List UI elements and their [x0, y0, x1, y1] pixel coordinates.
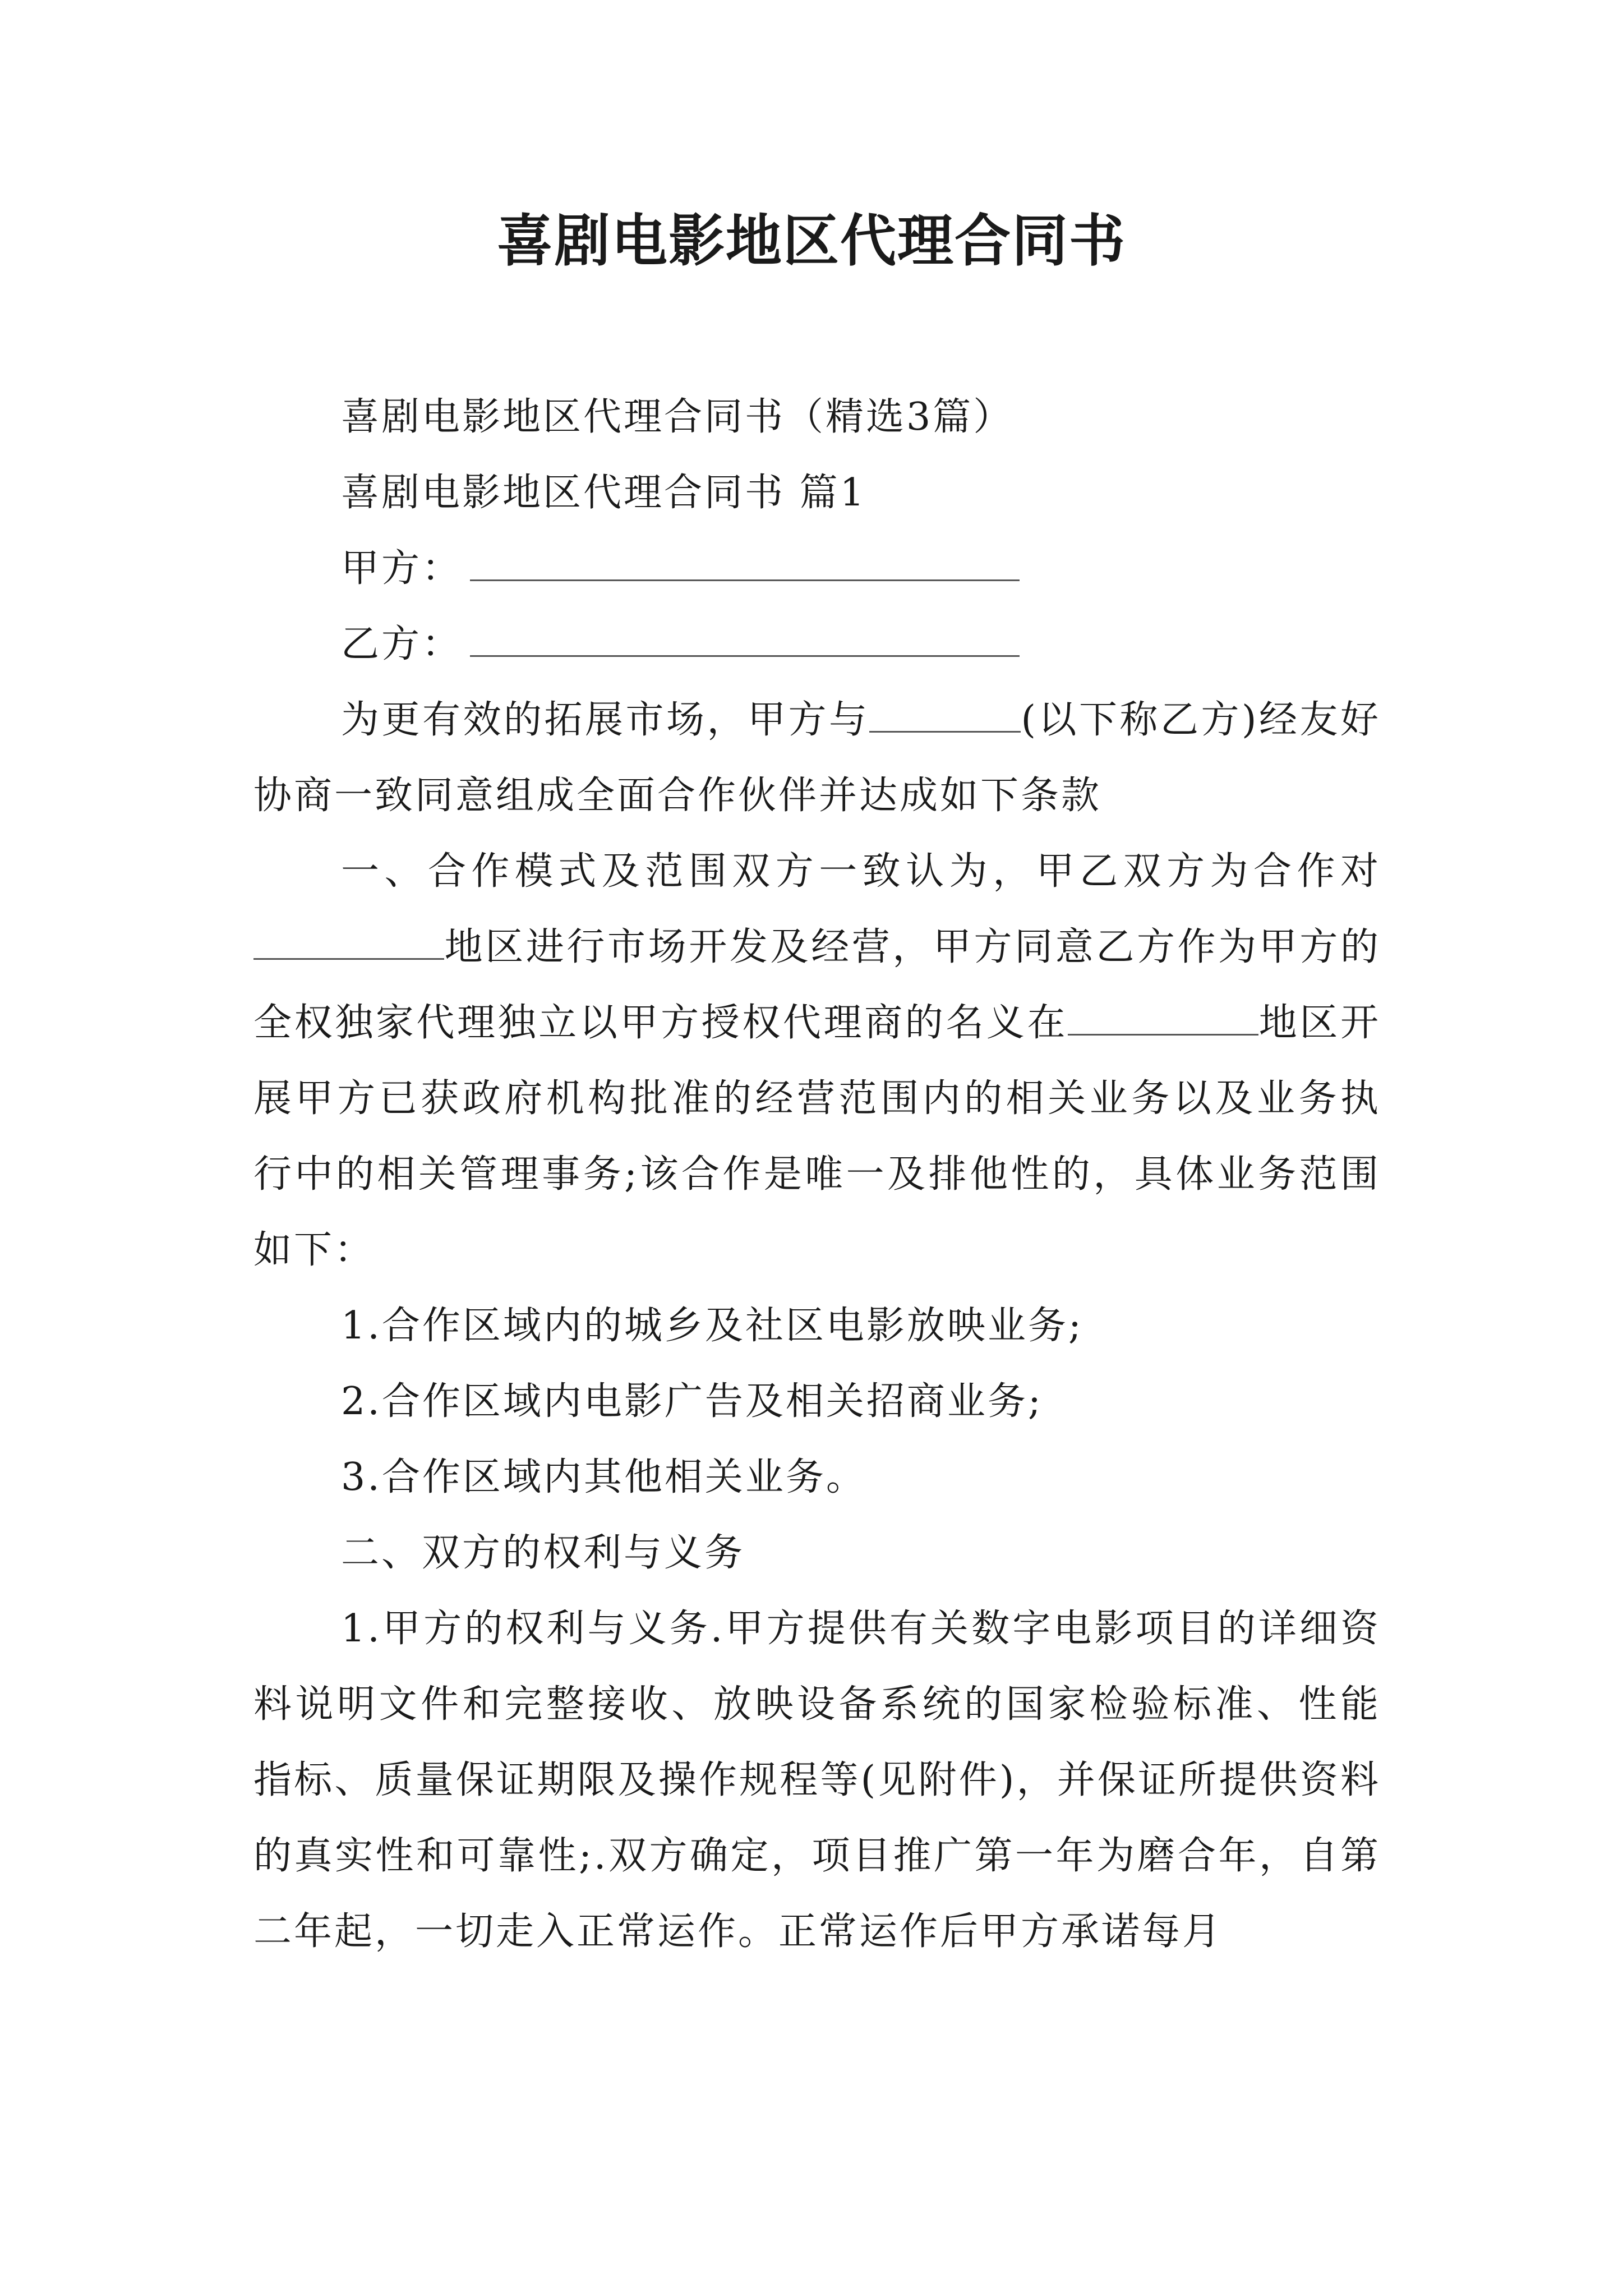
intro-text-after: (以下称乙方)经友好协商一致同意组成全面合作伙伴并达成如下条款	[253, 698, 1381, 818]
clause-2-item-1: 1.甲方的权利与义务.甲方提供有关数字电影项目的详细资料说明文件和完整接收、放映设备系统的国家检验标准、性能指标、质量保证期限及操作规程等(见附件)，并保证所提供资料的真实性和可靠性;.双方确定，项目推广第一年为磨合年，自第二年起，一切走入正常运作。正常运作后甲方承诺每月	[253, 1607, 1381, 1954]
document-title: 喜剧电影地区代理合同书	[497, 208, 1126, 274]
intro-text-before: 为更有效的拓展市场，甲方与	[341, 698, 870, 742]
party-b-blank	[470, 622, 1020, 657]
subtitle-line: 喜剧电影地区代理合同书（精选3篇）	[341, 395, 1014, 439]
scope-item-1: 1.合作区域内的城乡及社区电影放映业务;	[341, 1304, 1083, 1348]
party-a-label: 甲方：	[341, 546, 463, 591]
scope-item-3: 3.合作区域内其他相关业务。	[341, 1455, 866, 1499]
clause-1-text-1: 一、合作模式及范围双方一致认为，甲乙双方为合作对	[341, 849, 1381, 894]
clause-1-blank-2	[1068, 1000, 1258, 1036]
intro-paragraph	[253, 682, 1381, 834]
party-a-line	[253, 531, 1381, 606]
clause-1-text-3: 地区开展甲方已获政府机构批准的经营范围内的相关业务以及业务执行中的相关管理事务;该合作是唯一及排他性的，具体业务范围如下：	[253, 1001, 1381, 1272]
section-heading: 喜剧电影地区代理合同书 篇1	[341, 471, 866, 515]
party-b-label: 乙方：	[341, 622, 463, 666]
clause-1-text-2: 地区进行市场开发及经营，甲方同意乙方作为甲方的全权独家代理独立以甲方授权代理商的名义在	[253, 925, 1381, 1045]
party-a-blank	[470, 546, 1020, 581]
party-b-line	[253, 606, 1381, 682]
clause-1-blank-1	[253, 924, 444, 960]
clause-2-heading: 二、双方的权利与义务	[341, 1531, 745, 1575]
clause-1-paragraph	[253, 834, 1381, 1288]
scope-item-2: 2.合作区域内电影广告及相关招商业务;	[341, 1379, 1043, 1424]
intro-blank	[869, 697, 1021, 733]
document-body	[253, 379, 1381, 1970]
